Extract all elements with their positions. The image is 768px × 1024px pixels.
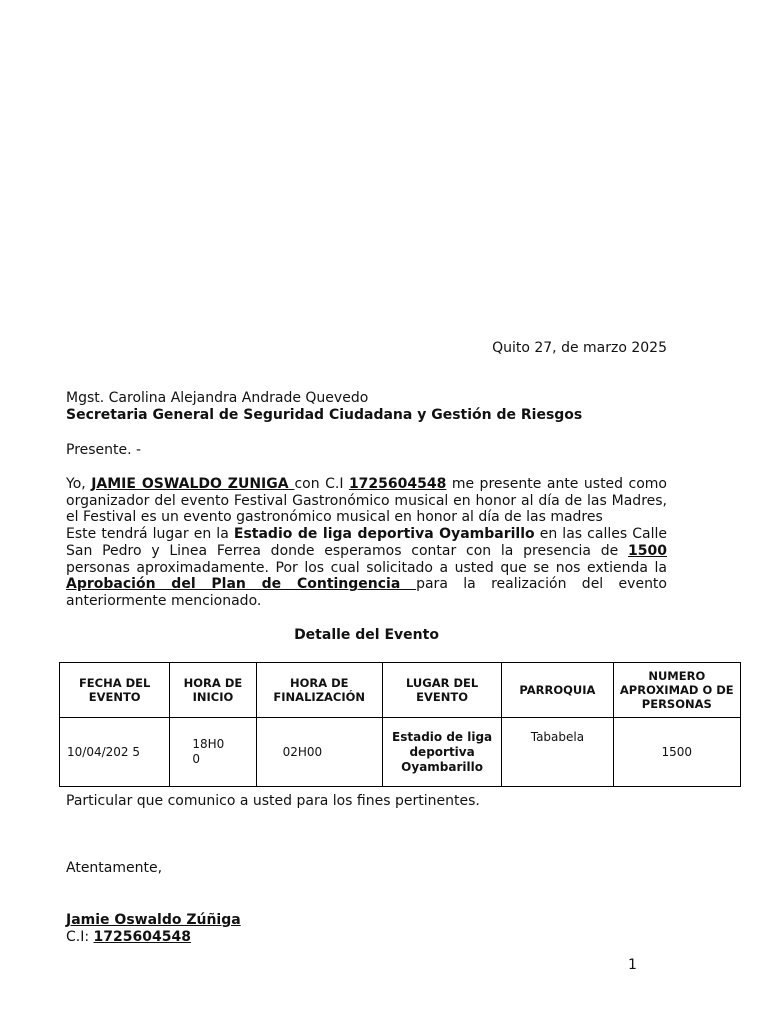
- cell-hora-inicio: 18H0 0: [170, 718, 256, 787]
- closing: Atentamente,: [66, 860, 163, 876]
- approval-request: Aprobación del Plan de Contingencia: [66, 576, 417, 593]
- section-title: Detalle del Evento: [294, 627, 439, 643]
- table-row: [60, 718, 741, 787]
- signature-ci-label: C.I:: [66, 929, 94, 945]
- para1-text-1: Yo,: [66, 476, 92, 492]
- applicant-name: JAMIE OSWALDO ZUNIGA: [91, 476, 295, 492]
- header-hora-fin: HORA DE FINALIZACIÓN: [256, 663, 382, 718]
- event-details-table: [59, 662, 741, 787]
- header-lugar: LUGAR DEL EVENTO: [382, 663, 501, 718]
- header-parroquia: PARROQUIA: [502, 663, 613, 718]
- body-paragraph-1: [66, 476, 667, 526]
- para2-text-2: en las calles Calle San Pedro y Linea Ferrea donde esperamos contar con la presencia de: [66, 526, 667, 559]
- header-hora-inicio: HORA DE INICIO: [170, 663, 256, 718]
- recipient-title: Secretaria General de Seguridad Ciudadana y Gestión de Riesgos: [66, 407, 583, 423]
- para1-text-2: con C.I: [294, 476, 349, 492]
- cell-parroquia: Tababela: [502, 718, 613, 787]
- cell-numero-personas: 1500: [613, 718, 740, 787]
- body-paragraph-2: [66, 526, 667, 610]
- para1-text-3: me presente ante usted como organizador del evento Festival Gastronómico musical en honor al día de las Madres, el Festival es un evento gastronómico musical en honor al día de las madres: [66, 476, 667, 526]
- salutation: Presente. -: [66, 442, 142, 458]
- signature-ci: [66, 929, 191, 946]
- cell-fecha: 10/04/202 5: [60, 718, 170, 787]
- signature-name: Jamie Oswaldo Zúñiga: [66, 912, 241, 928]
- para2-text-1: Este tendrá lugar en la: [66, 526, 234, 543]
- cell-hora-fin: 02H00: [256, 718, 382, 787]
- signature-ci-number: 1725604548: [93, 929, 191, 945]
- table-header-row: [60, 663, 741, 718]
- para2-text-3: personas aproximadamente. Por los cual solicitado a usted que se nos extienda la: [66, 559, 667, 576]
- event-place: Estadio de liga deportiva Oyambarillo: [233, 526, 535, 543]
- applicant-ci: 1725604548: [348, 476, 447, 492]
- recipient-name: Mgst. Carolina Alejandra Andrade Quevedo: [66, 390, 369, 406]
- letter-date: Quito 27, de marzo 2025: [492, 340, 667, 356]
- attendee-count: 1500: [628, 542, 667, 559]
- closing-line: Particular que comunico a usted para los fines pertinentes.: [66, 793, 480, 809]
- header-numero-personas: NUMERO APROXIMAD O DE PERSONAS: [613, 663, 740, 718]
- cell-lugar: Estadio de liga deportiva Oyambarillo: [382, 718, 501, 787]
- para2-text-4: para la realización del evento anteriormente mencionado.: [66, 576, 667, 609]
- header-fecha: FECHA DEL EVENTO: [60, 663, 170, 718]
- page-number: 1: [628, 957, 637, 973]
- letter-body: [66, 476, 667, 610]
